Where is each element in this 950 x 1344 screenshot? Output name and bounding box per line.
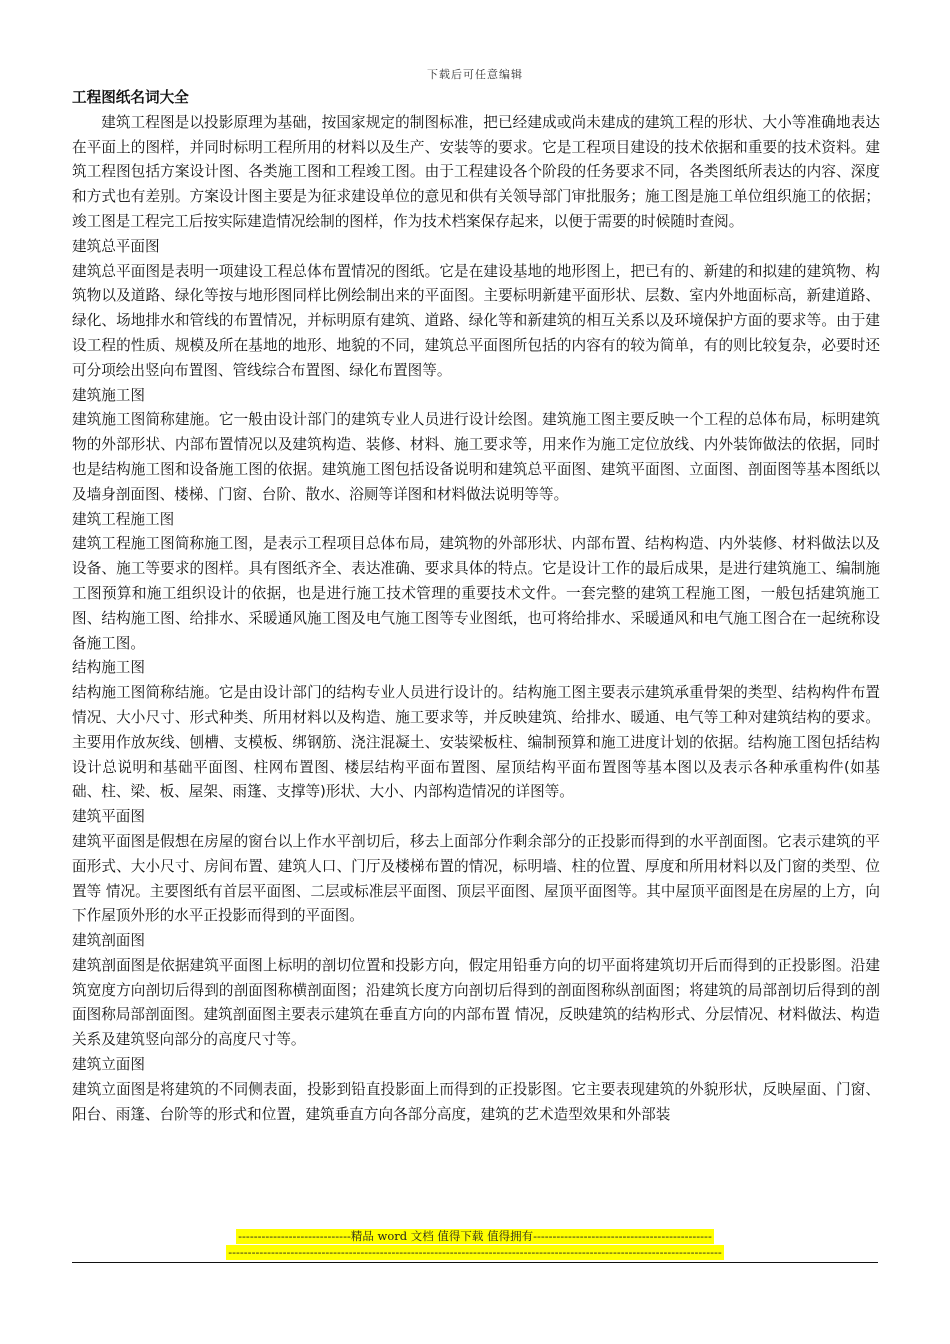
section-paragraph: 建筑平面图是假想在房屋的窗台以上作水平剖切后，移去上面部分作剩余部分的正投影而得到的水平剖面图。它表示建筑的平面形式、大小尺寸、房间布置、建筑人口、门厅及楼梯布置的情况，标明墙、柱的位置、厚度和所用材料以及门窗的类型、位置等 情况。主要图纸有首层平面图、二层或标准层平面图、顶层平面图、屋顶平面图等。其中屋顶平面图是在房屋的上方，向下作屋顶外形的水平正投影而得到的平面图。 bbox=[72, 832, 880, 925]
section-paragraph: 建筑总平面图是表明一项建设工程总体布置情况的图纸。它是在建设基地的地形图上，把已有的、新建的和拟建的建筑物、构筑物以及道路、绿化等按与地形图同样比例绘制出来的平面图。主要标明新建平面形状、层数、室内外地面标高，新建道路、绿化、场地排水和管线的布置情况，并标明原有建筑、道路、绿化等和新建筑的相互关系以及环境保护方面的要求等。由于建设工程的性质、规模及所在基地的地形、地貌的不同，建筑总平面图所包括的内容有的较为简单，有的则比较复杂，必要时还可分项绘出竖向布置图、管线综合布置图、绿化布置图等。 bbox=[72, 262, 880, 379]
page-header: 下载后可任意编辑 bbox=[427, 68, 523, 81]
section-heading: 建筑立面图 bbox=[72, 1056, 145, 1074]
footer-banner-line: -----------------------------精品 word 文档 值得下载 值得拥有---------------------------------------------- bbox=[238, 1229, 712, 1243]
section-heading: 建筑工程施工图 bbox=[72, 510, 175, 528]
section-paragraph: 建筑工程施工图简称施工图，是表示工程项目总体布局，建筑物的外部形状、内部布置、结构构造、内外装修、材料做法以及设备、施工等要求的图样。具有图纸齐全、表达准确、要求具体的特点。它是设计工作的最后成果，是进行建筑施工、编制施工图预算和施工组织设计的依据，也是进行施工技术管理的重要技术文件。一套完整的建筑工程施工图，一般包括建筑施工图、结构施工图、给排水、采暖通风施工图及电气施工图等专业图纸，也可将给排水、采暖通风和电气施工图合在一起统称设备施工图。 bbox=[72, 535, 880, 652]
section-heading: 建筑剖面图 bbox=[72, 932, 145, 950]
section-paragraph: 建筑立面图是将建筑的不同侧表面，投影到铅直投影面上而得到的正投影图。它主要表现建筑的外貌形状，反映屋面、门窗、阳台、雨篷、台阶等的形式和位置，建筑垂直方向各部分高度，建筑的艺术造型效果和外部装 bbox=[72, 1080, 880, 1123]
section-heading: 建筑施工图 bbox=[72, 386, 145, 404]
section-paragraph: 建筑施工图简称建施。它一般由设计部门的建筑专业人员进行设计绘图。建筑施工图主要反映一个工程的总体布局，标明建筑物的外部形状、内部布置情况以及建筑构造、装修、材料、施工要求等，用来作为施工定位放线、内外装饰做法的依据，同时也是结构施工图和设备施工图的依据。建筑施工图包括设备说明和建筑总平面图、建筑平面图、立面图、剖面图等基本图纸以及墙身剖面图、楼梯、门窗、台阶、散水、浴厕等详图和材料做法说明等等。 bbox=[72, 411, 880, 503]
document-title: 工程图纸名词大全 bbox=[72, 89, 189, 106]
footer-divider bbox=[72, 1262, 878, 1263]
document-body bbox=[72, 86, 880, 1127]
page-footer bbox=[0, 1229, 950, 1260]
section-heading: 结构施工图 bbox=[72, 659, 145, 677]
section-paragraph: 建筑剖面图是依据建筑平面图上标明的剖切位置和投影方向，假定用铅垂方向的切平面将建筑切开后而得到的正投影图。沿建筑宽度方向剖切后得到的剖面图称横剖面图；沿建筑长度方向剖切后得到的剖面图称纵剖面图；将建筑的局部剖切后得到的剖面图称局部剖面图。建筑剖面图主要表示建筑在垂直方向的内部布置 情况，反映建筑的结构形式、分层情况、材料做法、构造关系及建筑竖向部分的高度尺寸等。 bbox=[72, 956, 880, 1049]
section-heading: 建筑总平面图 bbox=[72, 237, 160, 255]
intro-paragraph: 建筑工程图是以投影原理为基础，按国家规定的制图标准，把已经建成或尚未建成的建筑工程的形状、大小等准确地表达在平面上的图样，并同时标明工程所用的材料以及生产、安装等的要求。它是工程项目建设的技术依据和重要的技术资料。建筑工程图包括方案设计图、各类施工图和工程竣工图。由于工程建设各个阶段的任务要求不同，各类图纸所表达的内容、深度和方式也有差别。方案设计图主要是为征求建设单位的意见和供有关领导部门审批服务；施工图是施工单位组织施工的依据；竣工图是工程完工后按实际建造情况绘制的图样，作为技术档案保存起来，以便于需要的时候随时查阅。 bbox=[72, 113, 880, 230]
section-heading: 建筑平面图 bbox=[72, 808, 145, 826]
section-paragraph: 结构施工图简称结施。它是由设计部门的结构专业人员进行设计的。结构施工图主要表示建筑承重骨架的类型、结构构件布置情况、大小尺寸、形式种类、所用材料以及构造、施工要求等，并反映建筑、给排水、暖通、电气等工种对建筑结构的要求。主要用作放灰线、刨槽、支模板、绑钢筋、浇注混凝土、安装梁板柱、编制预算和施工进度计划的依据。结构施工图包括结构设计总说明和基础平面图、柱网布置图、楼层结构平面布置图、屋顶结构平面布置图等基本图以及表示各种承重构件(如基础、柱、梁、板、屋架、雨篷、支撑等)形状、大小、内部构造情况的详图等。 bbox=[72, 684, 880, 801]
footer-dash-line: ------------------------------------------------------------------------------------------------------------------------------- bbox=[228, 1245, 722, 1259]
